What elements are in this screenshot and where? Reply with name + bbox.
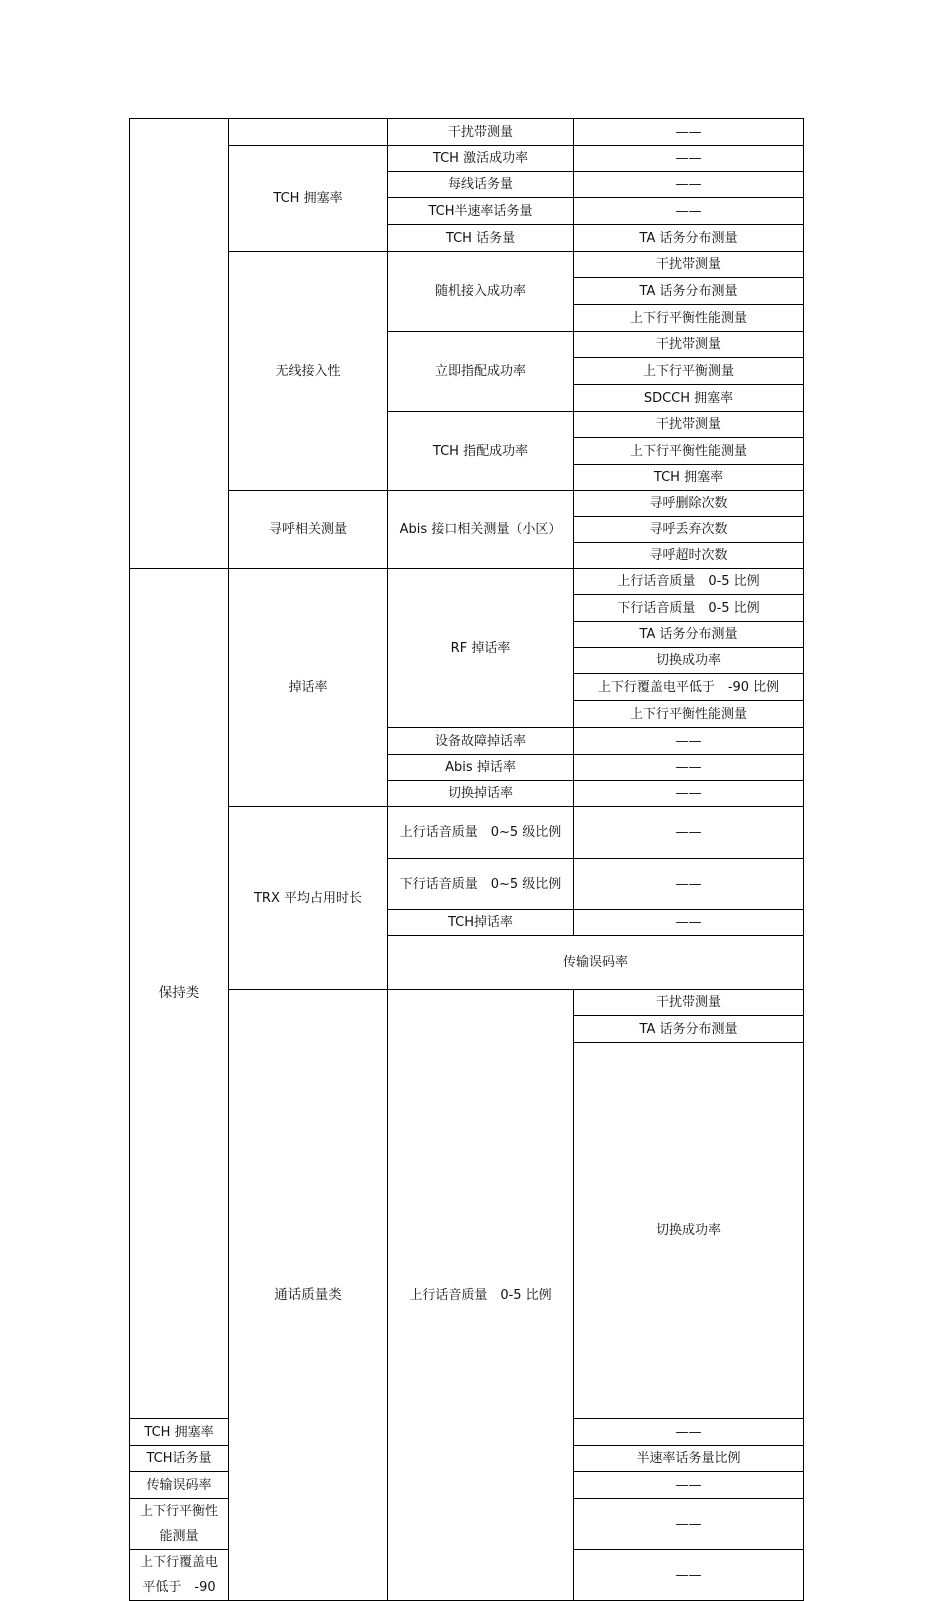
- table-body: [130, 119, 804, 1601]
- table-cell: TA 话务分布测量: [574, 278, 804, 305]
- table-row: [130, 569, 804, 595]
- table-cell: 上下行平衡性能测量: [574, 305, 804, 332]
- table-cell: 干扰带测量: [388, 119, 574, 146]
- table-cell: Abis 接口相关测量（小区）: [388, 491, 574, 569]
- table-cell: ——: [574, 1499, 804, 1550]
- table-cell: 上下行平衡性能测量: [574, 701, 804, 728]
- table-cell: ——: [574, 172, 804, 198]
- table-cell: TCH话务量: [130, 1446, 229, 1472]
- table-cell: ——: [574, 119, 804, 146]
- table-cell: TCH 激活成功率: [388, 146, 574, 172]
- table-cell: 寻呼超时次数: [574, 543, 804, 569]
- table-row: [130, 990, 804, 1016]
- table-cell: 切换成功率: [574, 648, 804, 674]
- table-cell: 下行话音质量 0-5 比例: [574, 595, 804, 622]
- table-cell: TCH半速率话务量: [388, 198, 574, 225]
- table-row: [130, 146, 804, 172]
- table-cell: 保持类: [130, 569, 229, 1419]
- table-cell: ——: [574, 807, 804, 859]
- table-cell: ——: [574, 1550, 804, 1601]
- table-cell: 上下行平衡性能测量: [574, 438, 804, 465]
- table-cell: 每线话务量: [388, 172, 574, 198]
- table-cell: 上下行覆盖电平低于 -90: [130, 1550, 229, 1601]
- table-cell: TCH 话务量: [388, 225, 574, 252]
- kpi-measurement-table: [129, 118, 804, 1601]
- table-cell: ——: [574, 1472, 804, 1499]
- table-cell: SDCCH 拥塞率: [574, 385, 804, 412]
- table-cell: 寻呼删除次数: [574, 491, 804, 517]
- table-cell: 切换成功率: [574, 1043, 804, 1419]
- table-row: [130, 252, 804, 278]
- table-cell: 干扰带测量: [574, 990, 804, 1016]
- table-cell: ——: [574, 781, 804, 807]
- table-cell: ——: [574, 1419, 804, 1446]
- table-cell: 无线接入性: [229, 252, 388, 491]
- table-cell: 寻呼丢弃次数: [574, 517, 804, 543]
- table-cell: TCH 指配成功率: [388, 412, 574, 491]
- table-cell: 干扰带测量: [574, 412, 804, 438]
- table-cell: 下行话音质量 0~5 级比例: [388, 859, 574, 910]
- table-cell: 上行话音质量 0~5 级比例: [388, 807, 574, 859]
- table-cell: 切换掉话率: [388, 781, 574, 807]
- table-cell: 上行话音质量 0-5 比例: [388, 990, 574, 1601]
- table-cell: TCH 拥塞率: [130, 1419, 229, 1446]
- table-cell: TA 话务分布测量: [574, 225, 804, 252]
- table-cell: TA 话务分布测量: [574, 1016, 804, 1043]
- table-cell: TRX 平均占用时长: [229, 807, 388, 990]
- table-row: [130, 491, 804, 517]
- table-cell: 上下行平衡测量: [574, 358, 804, 385]
- table-cell: ——: [574, 859, 804, 910]
- table-cell: ——: [574, 755, 804, 781]
- table-cell: 通话质量类: [229, 990, 388, 1601]
- table-cell: 设备故障掉话率: [388, 728, 574, 755]
- table-cell: ——: [574, 198, 804, 225]
- table-cell: RF 掉话率: [388, 569, 574, 728]
- table-cell: TCH 拥塞率: [574, 465, 804, 491]
- table-cell: TA 话务分布测量: [574, 622, 804, 648]
- table-cell: 上行话音质量 0-5 比例: [574, 569, 804, 595]
- table-cell: TCH 拥塞率: [229, 146, 388, 252]
- table-cell: 干扰带测量: [574, 332, 804, 358]
- table-row: [130, 119, 804, 146]
- table-cell: ——: [574, 910, 804, 936]
- table-cell: 传输误码率: [130, 1472, 229, 1499]
- table-cell: 随机接入成功率: [388, 252, 574, 332]
- table-cell: 干扰带测量: [574, 252, 804, 278]
- table-cell: 上下行覆盖电平低于 -90 比例: [574, 674, 804, 701]
- table-cell: 半速率话务量比例: [574, 1446, 804, 1472]
- table-cell: [130, 119, 229, 569]
- table-cell: 上下行平衡性能测量: [130, 1499, 229, 1550]
- table-cell: TCH掉话率: [388, 910, 574, 936]
- table-cell: ——: [574, 728, 804, 755]
- table-row: [130, 807, 804, 859]
- table-cell: 传输误码率: [388, 936, 804, 990]
- table-cell: [229, 119, 388, 146]
- table-cell: ——: [574, 146, 804, 172]
- table-cell: 立即指配成功率: [388, 332, 574, 412]
- table-cell: 掉话率: [229, 569, 388, 807]
- table-cell: 寻呼相关测量: [229, 491, 388, 569]
- table-cell: Abis 掉话率: [388, 755, 574, 781]
